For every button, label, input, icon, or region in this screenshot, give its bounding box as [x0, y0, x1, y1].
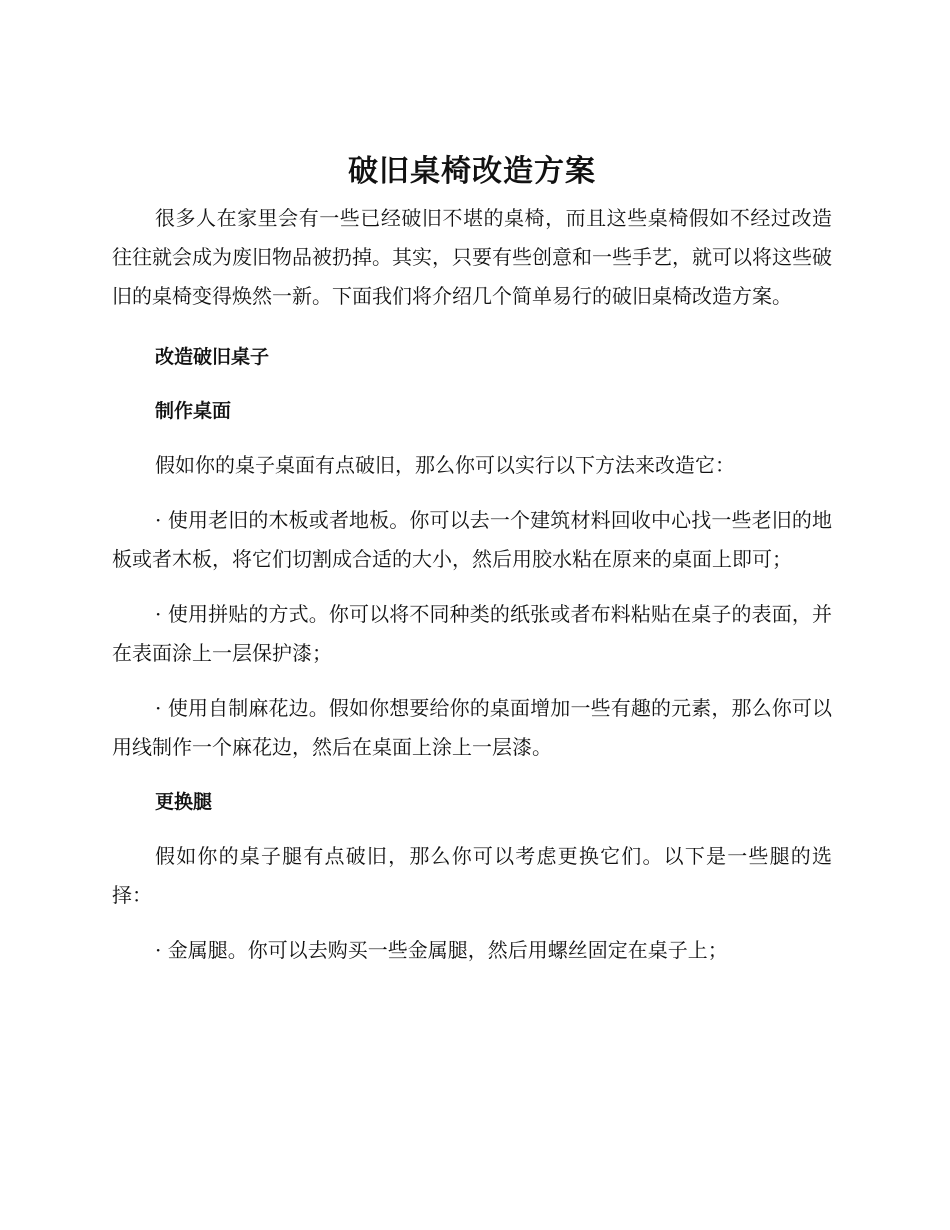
tabletop-intro-paragraph: 假如你的桌子桌面有点破旧，那么你可以实行以下方法来改造它：	[155, 453, 735, 477]
intro-paragraph: 很多人在家里会有一些已经破旧不堪的桌椅，而且这些桌椅假如不经过改造往往就会成为废旧物品被扔掉。其实，只要有些创意和一些手艺，就可以将这些破旧的桌椅变得焕然一新。下面我们将介绍几个简单易行的破旧桌椅改造方案。	[112, 206, 832, 308]
document-page	[112, 150, 832, 986]
bullet-item-metal-legs: · 金属腿。你可以去购买一些金属腿，然后用螺丝固定在桌子上；	[155, 938, 728, 962]
document-title: 破旧桌椅改造方案	[348, 154, 596, 189]
subsection-heading-tabletop: 制作桌面	[155, 400, 232, 422]
section-heading-renovate-table: 改造破旧桌子	[155, 346, 270, 368]
bullet-item-collage: · 使用拼贴的方式。你可以将不同种类的纸张或者布料粘贴在桌子的表面，并在表面涂上一层保护漆；	[112, 602, 832, 665]
bullet-item-twist-border: · 使用自制麻花边。假如你想要给你的桌面增加一些有趣的元素，那么你可以用线制作一个麻花边，然后在桌面上涂上一层漆。	[112, 696, 832, 759]
legs-intro-paragraph: 假如你的桌子腿有点破旧，那么你可以考虑更换它们。以下是一些腿的选择：	[112, 844, 832, 907]
bullet-item-old-boards: · 使用老旧的木板或者地板。你可以去一个建筑材料回收中心找一些老旧的地板或者木板，将它们切割成合适的大小，然后用胶水粘在原来的桌面上即可；	[112, 508, 832, 571]
subsection-heading-replace-legs: 更换腿	[155, 791, 213, 813]
